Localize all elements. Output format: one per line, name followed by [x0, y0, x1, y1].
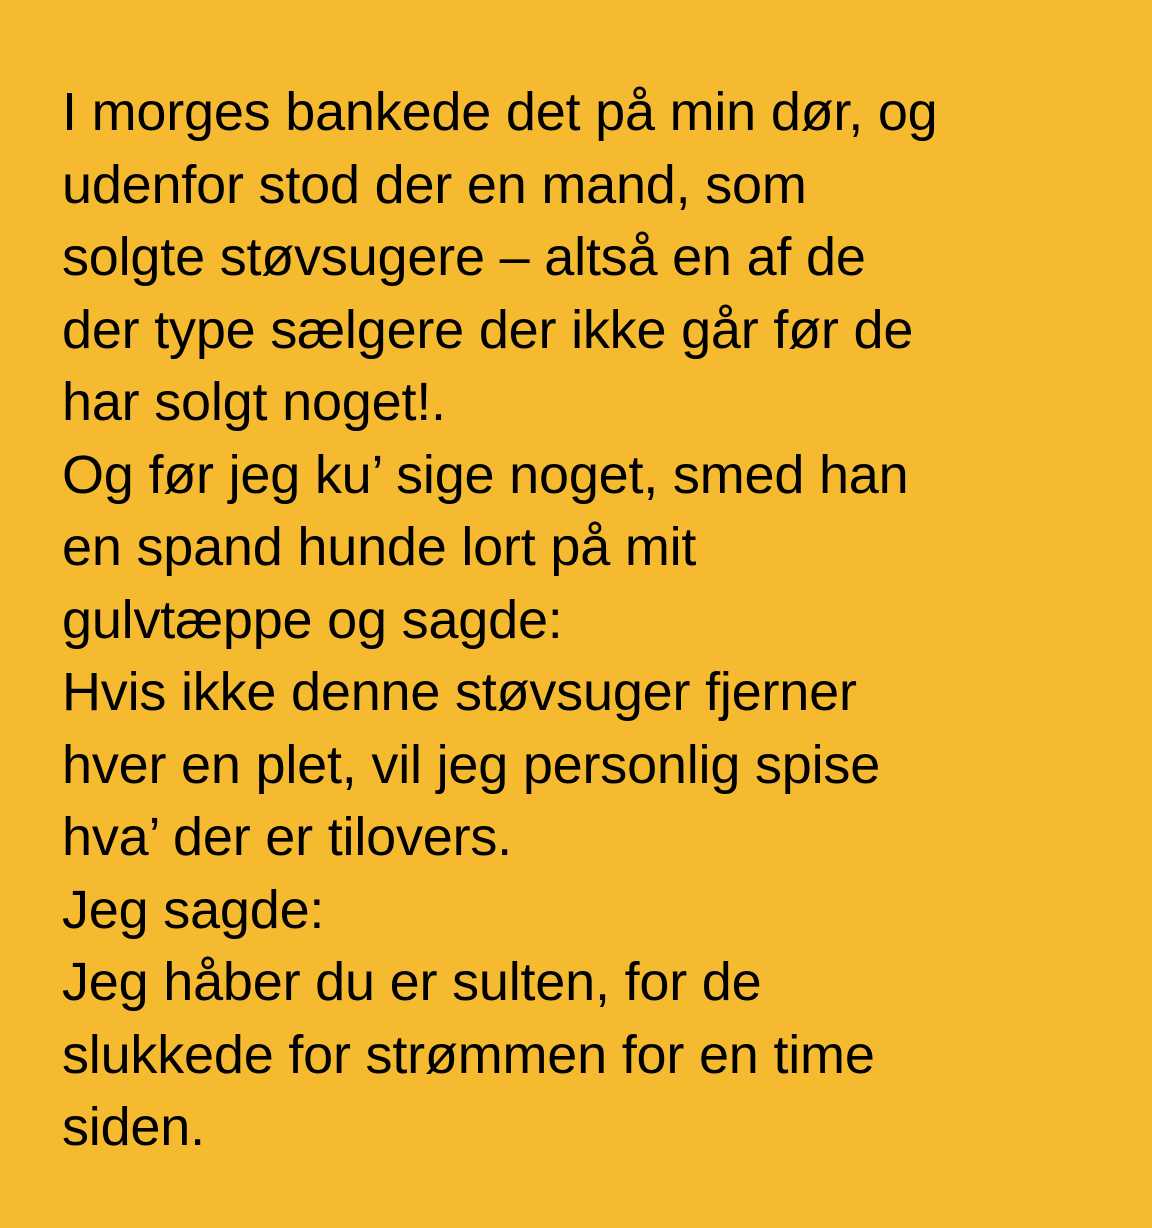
story-line: hver en plet, vil jeg personlig spise	[62, 734, 881, 795]
story-line: Jeg sagde:	[62, 879, 325, 940]
story-line: Og før jeg ku’ sige noget, smed han	[62, 444, 909, 505]
story-line: gulvtæppe og sagde:	[62, 589, 563, 650]
story-line: en spand hunde lort på mit	[62, 517, 697, 577]
story-line: hva’ der er tilovers.	[62, 807, 512, 867]
story-line: Jeg håber du er sulten, for de	[62, 952, 762, 1012]
story-line: I morges bankede det på min dør, og	[62, 82, 938, 142]
story-text	[62, 76, 1112, 1164]
story-line: udenfor stod der en mand, som	[62, 154, 807, 215]
story-line: der type sælgere der ikke går før de	[62, 299, 914, 360]
story-line: slukkede for strømmen for en time	[62, 1024, 875, 1085]
story-line: solgte støvsugere – altså en af de	[62, 227, 866, 287]
story-line: Hvis ikke denne støvsuger fjerner	[62, 662, 857, 722]
story-line: har solgt noget!.	[62, 372, 446, 432]
story-line: siden.	[62, 1097, 205, 1157]
